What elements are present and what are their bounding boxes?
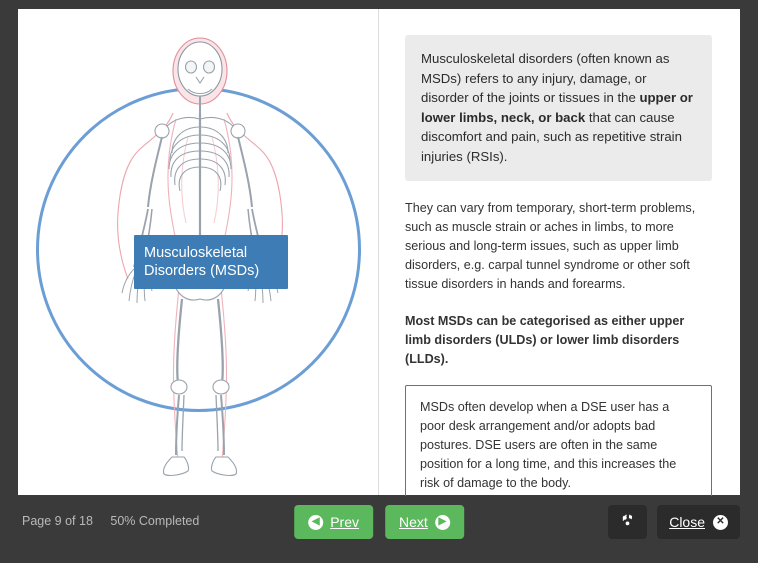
definition-callout <box>405 35 712 181</box>
next-button[interactable] <box>385 505 464 539</box>
navigation-buttons <box>294 505 464 539</box>
paragraph-variation: They can vary from temporary, short-term problems, such as muscle strain or aches in limbs, to more serious and long-term issues, such as upper limb disorders, e.g. carpal tunnel syndrome or other soft tissue disorders in hands and forearms. <box>405 201 696 291</box>
prev-button-label: Prev <box>330 514 359 530</box>
completion-indicator: 50% Completed <box>110 514 200 528</box>
footer-actions <box>608 505 740 539</box>
slide-stage <box>18 9 740 495</box>
prev-button[interactable] <box>294 505 373 539</box>
close-button[interactable] <box>657 505 740 539</box>
close-button-label: Close <box>669 514 705 530</box>
close-x-icon: ✕ <box>713 515 728 530</box>
paragraph-categories: Most MSDs can be categorised as either upper limb disorders (ULDs) or lower limb disorders (LLDs). <box>405 314 685 366</box>
diagram-label: Musculoskeletal Disorders (MSDs) <box>134 235 288 289</box>
diagram-pane <box>18 9 379 495</box>
player-footer <box>0 496 758 560</box>
chevron-left-icon: ◀ <box>308 515 323 530</box>
boxed-note: MSDs often develop when a DSE user has a poor desk arrangement and/or adopts bad postures. DSE users are often in the same position for a long time, and this increases the risk of damage to the body. <box>405 385 712 507</box>
page-indicator: Page 9 of 18 <box>22 514 93 528</box>
gear-settings-icon <box>620 513 635 531</box>
content-pane <box>379 9 740 495</box>
settings-button[interactable] <box>608 505 647 539</box>
next-button-label: Next <box>399 514 428 530</box>
callout-bold-1: upper or lower limbs, neck, or back <box>421 90 693 125</box>
callout-text-1: Musculoskeletal disorders (often known as MSDs) refers to any injury, damage, or disorder of the joints or tissues in the <box>421 51 670 105</box>
progress-status <box>22 514 199 528</box>
chevron-right-icon: ▶ <box>435 515 450 530</box>
callout-text-2: that can cause discomfort and pain, such as repetitive strain injuries (RSIs). <box>421 109 682 164</box>
